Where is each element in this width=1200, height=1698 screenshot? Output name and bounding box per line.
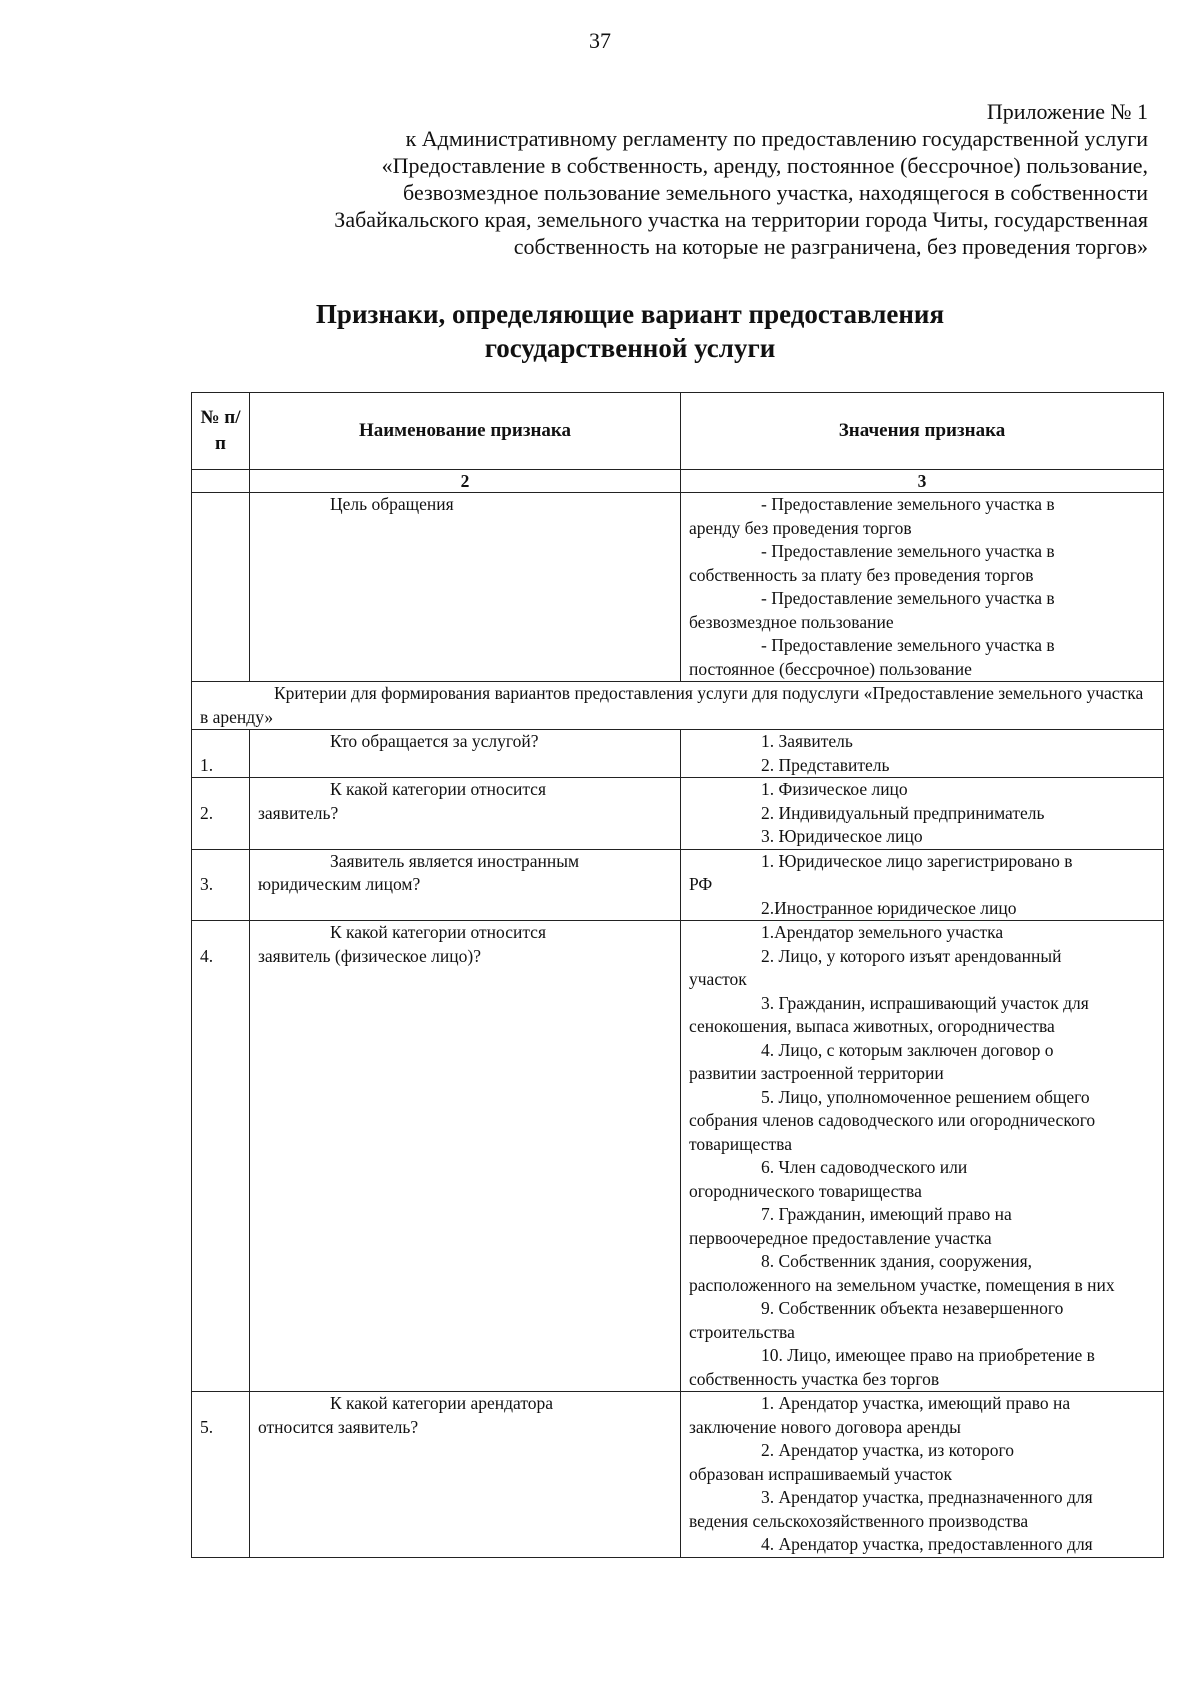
row-number-spacer xyxy=(200,778,241,802)
row-number: 3. xyxy=(200,874,214,894)
appendix-header xyxy=(148,98,1148,260)
value-item-first: 9. Собственник объекта незавершенного xyxy=(761,1298,1064,1318)
criterion-name-rest: заявитель? xyxy=(258,802,339,823)
row-number-cell xyxy=(192,778,250,850)
criterion-name-rest: заявитель (физическое лицо)? xyxy=(258,945,481,966)
criterion-name-cell xyxy=(250,1392,681,1558)
value-item-first: 8. Собственник здания, сооружения, xyxy=(761,1251,1033,1271)
appendix-line: Забайкальского края, земельного участка на территории города Читы, государственная xyxy=(334,207,1148,232)
criteria-table xyxy=(191,392,1164,1558)
value-item-first: 6. Член садоводческого или xyxy=(761,1157,968,1177)
section-heading-first: Критерии для формирования вариантов предоставления услуги для подуслуги «Предоставление xyxy=(274,683,994,703)
value-item-first: 1. Физическое лицо xyxy=(761,779,908,799)
criterion-values-cell xyxy=(681,921,1164,1392)
value-item-rest: собственность за плату без проведения торгов xyxy=(689,564,1034,585)
criterion-name-cell xyxy=(250,778,681,850)
value-item-first: 4. Лицо, с которым заключен договор о xyxy=(761,1039,1054,1060)
row-number: 2. xyxy=(200,802,214,823)
value-item-rest: заключение нового договора аренды xyxy=(689,1416,961,1437)
criterion-values-cell xyxy=(681,778,1164,850)
value-item-rest: аренду без проведения торгов xyxy=(689,517,912,538)
value-item-first: 1. Арендатор участка, имеющий право на xyxy=(761,1393,1071,1413)
purpose-values-cell xyxy=(681,493,1164,682)
row-number: 4. xyxy=(200,945,214,966)
criterion-name: К какой категории арендатора xyxy=(330,1393,554,1413)
value-item-rest: расположенного на земельном участке, помещения в них xyxy=(689,1274,1115,1295)
row-number-cell xyxy=(192,921,250,1392)
appendix-line: к Административному регламенту по предоставлению государственной услуги xyxy=(405,126,1148,151)
criteria-row xyxy=(192,778,1164,850)
criteria-row xyxy=(192,730,1164,778)
value-item-rest: собственность участка без торгов xyxy=(689,1368,940,1389)
header-num: № п/п xyxy=(192,393,250,470)
row-number: 5. xyxy=(200,1416,214,1437)
value-item xyxy=(689,587,1155,634)
value-item-first: 4. Арендатор участка, предоставленного для xyxy=(761,1534,1093,1554)
criterion-name-cell xyxy=(250,921,681,1392)
value-item-rest: РФ xyxy=(689,874,713,894)
row-number-cell xyxy=(192,849,250,921)
criterion-name: Заявитель является иностранным xyxy=(330,850,580,871)
value-item xyxy=(689,493,1155,540)
row-number-spacer xyxy=(200,921,241,945)
row-number-spacer xyxy=(200,850,241,874)
value-item-rest: первоочередное предоставление участка xyxy=(689,1227,992,1248)
value-item-rest: собрания членов садоводческого или огороднического товарищества xyxy=(689,1110,1096,1154)
value-item-rest: сенокошения, выпаса животных, огородничества xyxy=(689,1016,1055,1036)
title-line: государственной услуги xyxy=(484,333,776,363)
criterion-name-cell xyxy=(250,849,681,921)
value-item-first: - Предоставление земельного участка в xyxy=(761,635,1055,655)
row-number-spacer xyxy=(200,1392,241,1416)
value-item-first: 2.Иностранное юридическое лицо xyxy=(761,897,1017,918)
section-heading-cell xyxy=(192,682,1164,730)
value-item-first: - Предоставление земельного участка в xyxy=(761,494,1055,514)
row-number-spacer xyxy=(200,730,241,754)
value-item-first: 2. Представитель xyxy=(761,754,890,775)
value-item xyxy=(689,540,1155,587)
criterion-name-rest: относится заявитель? xyxy=(258,1416,419,1437)
criterion-name: Кто обращается за услугой? xyxy=(330,731,539,751)
criterion-values-cell xyxy=(681,730,1164,778)
value-item-rest: безвозмездное пользование xyxy=(689,611,894,632)
criterion-values-cell xyxy=(681,1392,1164,1558)
value-item-rest: развитии застроенной территории xyxy=(689,1063,944,1083)
criterion-name: К какой категории относится xyxy=(330,922,546,942)
column-numbers-row xyxy=(192,470,1164,493)
purpose-row xyxy=(192,493,1164,682)
column-number: 3 xyxy=(681,470,1164,493)
criteria-row xyxy=(192,1392,1164,1558)
value-item-rest: образован испрашиваемый участок xyxy=(689,1463,953,1484)
purpose-name-cell xyxy=(250,493,681,682)
appendix-line: безвозмездное пользование земельного участка, находящегося в собственности xyxy=(403,180,1148,205)
value-item-rest: постоянное (бессрочное) пользование xyxy=(689,658,972,679)
value-item-first: 1. Заявитель xyxy=(761,731,853,751)
value-item-first: 3. Юридическое лицо xyxy=(761,826,923,846)
value-item-first: 3. Гражданин, испрашивающий участок для xyxy=(761,992,1089,1013)
value-item-rest: огороднического товарищества xyxy=(689,1180,922,1201)
header-values: Значения признака xyxy=(681,393,1164,470)
appendix-line: Приложение № 1 xyxy=(986,99,1148,124)
value-item-first: 1. Юридическое лицо зарегистрировано в xyxy=(761,850,1073,871)
value-item-rest: ведения сельскохозяйственного производства xyxy=(689,1510,1029,1531)
value-item-first: 1.Арендатор земельного участка xyxy=(761,922,1004,942)
criteria-row xyxy=(192,849,1164,921)
column-number xyxy=(192,470,250,493)
section-heading-rest: земельного участка в аренду» xyxy=(200,683,1144,727)
value-item-first: 3. Арендатор участка, предназначенного для xyxy=(761,1487,1093,1507)
table-header-row xyxy=(192,393,1164,470)
section-heading-text xyxy=(200,682,1155,729)
appendix-line: «Предоставление в собственность, аренду, постоянное (бессрочное) пользование, xyxy=(381,153,1148,178)
criteria-row xyxy=(192,921,1164,1392)
value-item-rest: строительства xyxy=(689,1321,795,1342)
criterion-name-cell xyxy=(250,730,681,778)
column-number: 2 xyxy=(250,470,681,493)
appendix-line: собственность на которые не разграничена, без проведения торгов» xyxy=(513,234,1148,259)
row-number: 1. xyxy=(200,754,214,775)
purpose-name: Цель обращения xyxy=(330,494,454,514)
criterion-values-cell xyxy=(681,849,1164,921)
page-number: 37 xyxy=(589,28,611,53)
criterion-name-rest: юридическим лицом? xyxy=(258,874,421,894)
value-item-first: - Предоставление земельного участка в xyxy=(761,541,1055,561)
value-item-first: 2. Индивидуальный предприниматель xyxy=(761,802,1045,823)
row-number-cell xyxy=(192,1392,250,1558)
document-title xyxy=(0,297,1200,365)
title-line: Признаки, определяющие вариант предоставления xyxy=(315,299,945,329)
value-item-first: - Предоставление земельного участка в xyxy=(761,588,1055,608)
row-number-cell xyxy=(192,730,250,778)
section-heading-row xyxy=(192,682,1164,730)
value-item-first: 5. Лицо, уполномоченное решением общего xyxy=(761,1086,1090,1107)
header-name: Наименование признака xyxy=(250,393,681,470)
purpose-num-cell xyxy=(192,493,250,682)
value-item-first: 10. Лицо, имеющее право на приобретение в xyxy=(761,1345,1095,1365)
value-item-first: 2. Арендатор участка, из которого xyxy=(761,1440,1014,1460)
criterion-name: К какой категории относится xyxy=(330,779,546,799)
value-item-first: 7. Гражданин, имеющий право на xyxy=(761,1204,1012,1224)
value-item xyxy=(689,634,1155,681)
value-item-rest: участок xyxy=(689,969,747,989)
value-item-first: 2. Лицо, у которого изъят арендованный xyxy=(761,945,1062,966)
